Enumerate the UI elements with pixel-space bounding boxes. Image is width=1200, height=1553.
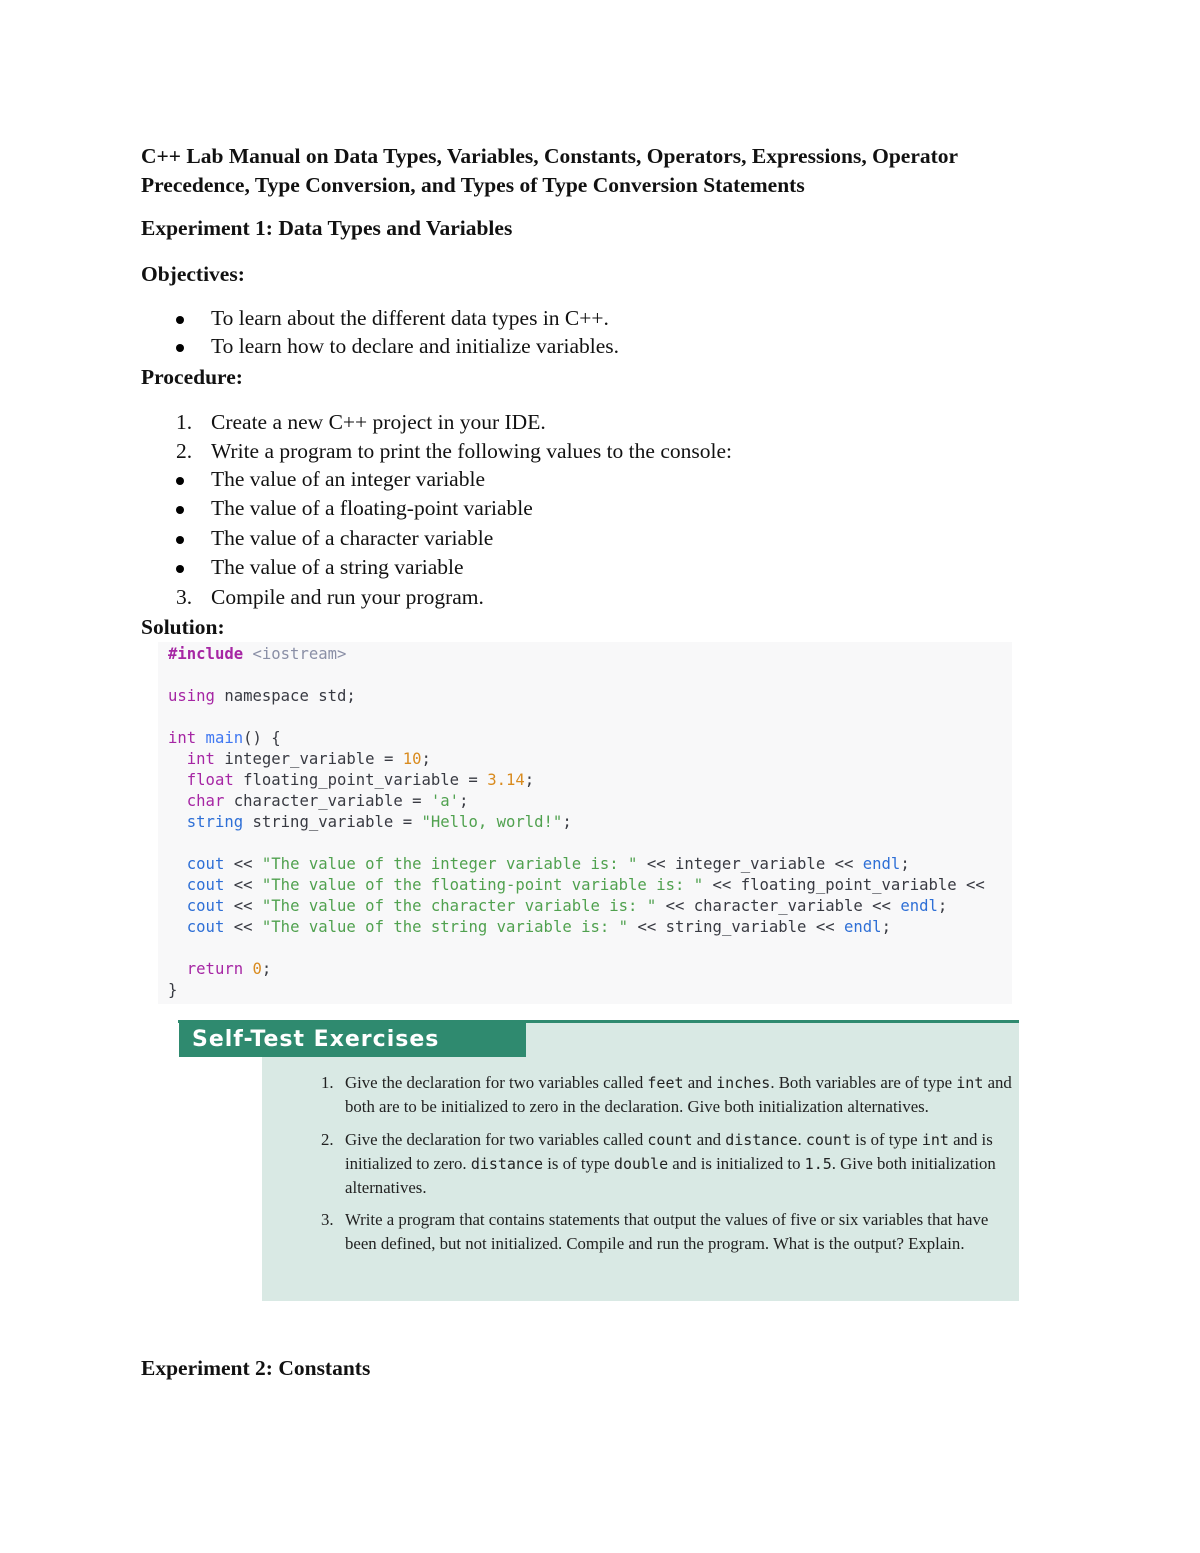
document-title: C++ Lab Manual on Data Types, Variables, Constants, Operators, Expressions, Operator Precedence, Type Conversion, and Types of Type Conversion Statements bbox=[141, 144, 958, 197]
code-block bbox=[158, 642, 1012, 1004]
bullet-icon bbox=[176, 344, 184, 352]
code-listing: #include <iostream> using namespace std; int main() { int integer_variable = 10; float floating_point_variable = 3.14; char character_variable = 'a'; string string_variable = "Hello, world!"; cout << "The value of the integer variable is: " << integer_variable << endl; cout << "The value of the floating-point variable is: " << floating_point_variable << cout << "The value of the character variable is: " << character_variable << endl; cout << "The value of the string variable is: " << string_variable << endl; return 0; } bbox=[168, 645, 985, 999]
bullet-icon bbox=[176, 477, 184, 485]
procedure-sub-item: The value of a string variable bbox=[211, 555, 464, 579]
solution-label: Solution: bbox=[141, 615, 225, 639]
step-number: 2. bbox=[176, 439, 193, 463]
procedure-sub-item: The value of an integer variable bbox=[211, 467, 485, 491]
procedure-sub-item: The value of a floating-point variable bbox=[211, 496, 533, 520]
procedure-label: Procedure: bbox=[141, 365, 243, 389]
experiment-1-heading: Experiment 1: Data Types and Variables bbox=[141, 216, 513, 240]
objectives-label: Objectives: bbox=[141, 262, 245, 286]
self-test-banner: Self-Test Exercises bbox=[179, 1022, 526, 1057]
objective-item: To learn about the different data types in C++. bbox=[211, 306, 609, 330]
bullet-icon bbox=[176, 506, 184, 514]
procedure-step: Create a new C++ project in your IDE. bbox=[211, 410, 546, 434]
objective-item: To learn how to declare and initialize variables. bbox=[211, 334, 620, 358]
procedure-step: Compile and run your program. bbox=[211, 585, 484, 609]
procedure-step: Write a program to print the following values to the console: bbox=[211, 439, 732, 463]
step-number: 1. bbox=[176, 410, 193, 434]
bullet-icon bbox=[176, 316, 184, 324]
bullet-icon bbox=[176, 536, 184, 544]
bullet-icon bbox=[176, 565, 184, 573]
step-number: 3. bbox=[176, 585, 193, 609]
experiment-2-heading: Experiment 2: Constants bbox=[141, 1356, 371, 1380]
procedure-sub-item: The value of a character variable bbox=[211, 526, 494, 550]
